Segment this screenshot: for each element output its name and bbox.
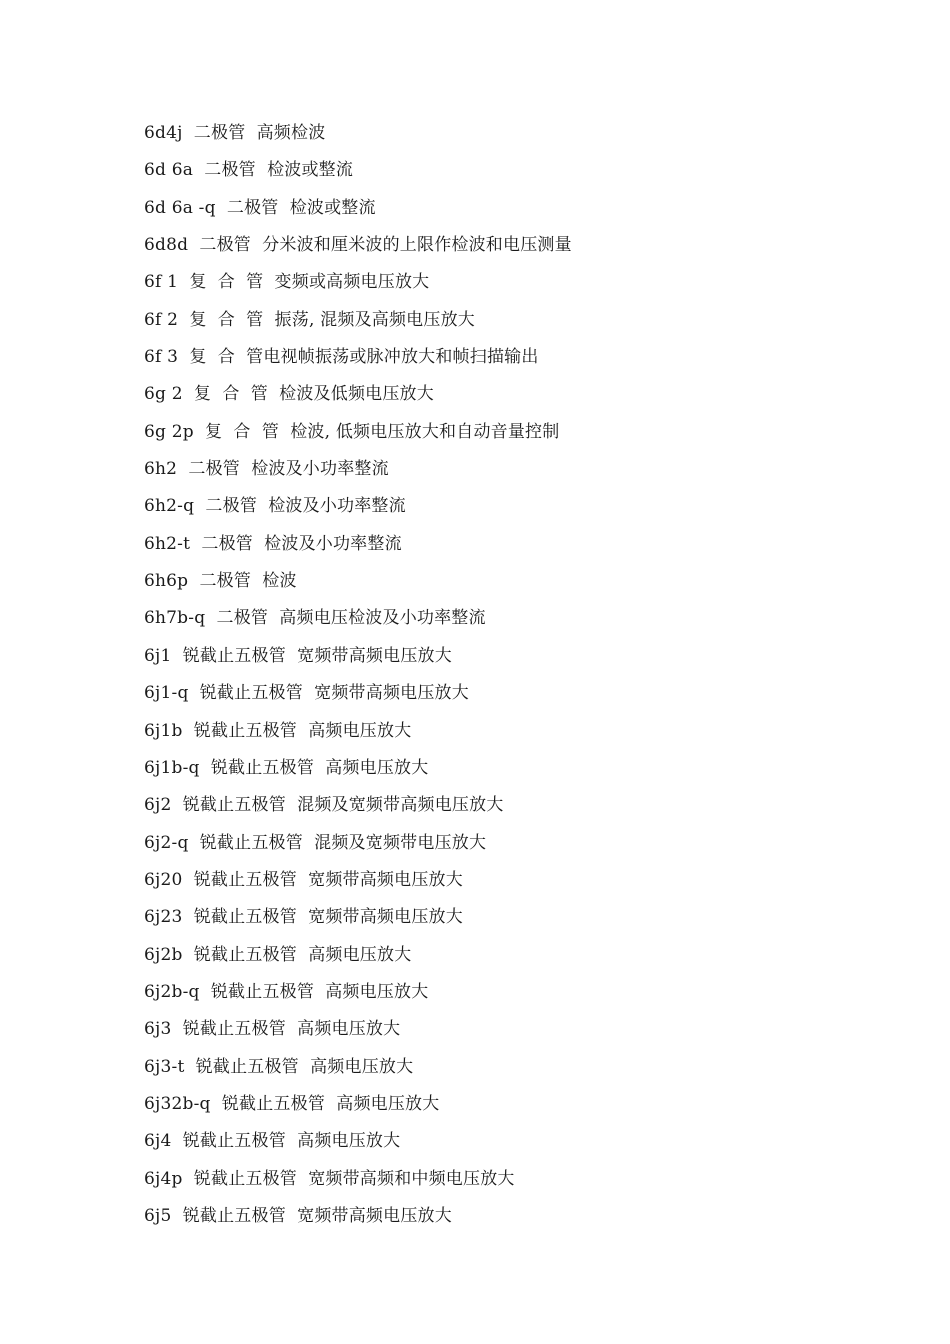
list-item: 6j2b-q 锐截止五极管 高频电压放大 xyxy=(144,981,429,1002)
list-item: 6d4j 二极管 高频检波 xyxy=(144,123,326,143)
list-item: 6g 2 复 合 管 检波及低频电压放大 xyxy=(144,384,434,405)
list-item: 6j4 锐截止五极管 高频电压放大 xyxy=(144,1131,401,1152)
list-item: 6j32b-q 锐截止五极管 高频电压放大 xyxy=(144,1093,440,1114)
list-item: 6j1-q 锐截止五极管 宽频带高频电压放大 xyxy=(144,683,469,704)
list-item: 6j20 锐截止五极管 宽频带高频电压放大 xyxy=(144,869,463,890)
list-item: 6j2 锐截止五极管 混频及宽频带高频电压放大 xyxy=(144,795,504,816)
list-item: 6h2-q 二极管 检波及小功率整流 xyxy=(144,496,406,517)
list-item: 6h6p 二极管 检波 xyxy=(144,571,297,592)
list-item: 6f 1 复 合 管 变频或高频电压放大 xyxy=(144,272,430,293)
list-item: 6g 2p 复 合 管 检波, 低频电压放大和自动音量控制 xyxy=(144,421,560,442)
list-item: 6j3 锐截止五极管 高频电压放大 xyxy=(144,1019,401,1040)
list-item: 6d 6a -q 二极管 检波或整流 xyxy=(144,197,376,218)
list-item: 6d8d 二极管 分米波和厘米波的上限作检波和电压测量 xyxy=(144,235,572,256)
list-item: 6j2b 锐截止五极管 高频电压放大 xyxy=(144,944,412,965)
list-item: 6d 6a 二极管 检波或整流 xyxy=(144,160,354,181)
tube-list xyxy=(144,119,572,1239)
list-item: 6j5 锐截止五极管 宽频带高频电压放大 xyxy=(144,1205,452,1226)
list-item: 6j23 锐截止五极管 宽频带高频电压放大 xyxy=(144,907,463,928)
list-item: 6j2-q 锐截止五极管 混频及宽频带电压放大 xyxy=(144,832,487,853)
list-item: 6f 2 复 合 管 振荡, 混频及高频电压放大 xyxy=(144,309,475,330)
list-item: 6h2 二极管 检波及小功率整流 xyxy=(144,459,389,480)
list-item: 6h2-t 二极管 检波及小功率整流 xyxy=(144,533,402,554)
list-item: 6f 3 复 合 管电视帧振荡或脉冲放大和帧扫描输出 xyxy=(144,347,539,368)
list-item: 6j1b 锐截止五极管 高频电压放大 xyxy=(144,720,412,741)
list-item: 6j1b-q 锐截止五极管 高频电压放大 xyxy=(144,757,429,778)
list-item: 6j1 锐截止五极管 宽频带高频电压放大 xyxy=(144,645,452,666)
list-item: 6j4p 锐截止五极管 宽频带高频和中频电压放大 xyxy=(144,1168,515,1189)
list-item: 6h7b-q 二极管 高频电压检波及小功率整流 xyxy=(144,608,486,629)
list-item: 6j3-t 锐截止五极管 高频电压放大 xyxy=(144,1056,414,1077)
